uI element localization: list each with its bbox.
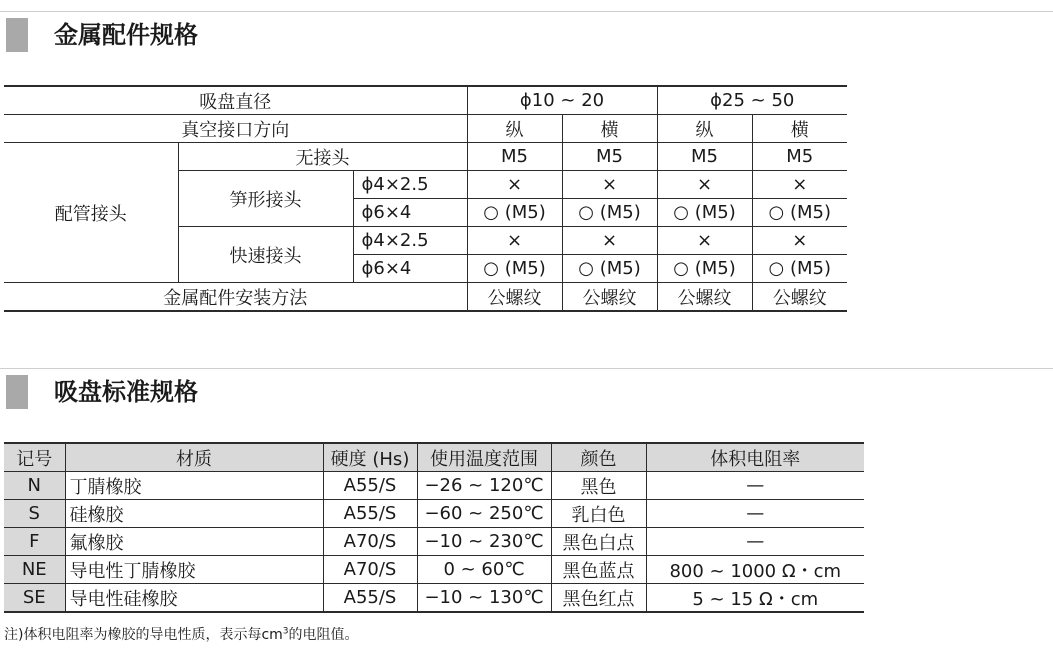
cup-spec-table	[4, 442, 864, 613]
tube-size: ϕ4×2.5	[353, 171, 467, 199]
resistivity-cell: 800 ~ 1000 Ω・cm	[646, 556, 864, 584]
resistivity-cell: —	[646, 528, 864, 556]
tube-size: ϕ6×4	[353, 199, 467, 227]
barb-fitting-label: 笋形接头	[178, 171, 353, 227]
table-cell: ×	[467, 227, 562, 255]
resistivity-cell: —	[646, 472, 864, 500]
direction-vertical: 纵	[467, 115, 562, 143]
table-cell: ○ (M5)	[657, 199, 752, 227]
material-cell: 导电性硅橡胶	[65, 584, 323, 613]
hardness-cell: A55/S	[323, 472, 417, 500]
temperature-cell: −60 ~ 250℃	[417, 500, 551, 528]
color-cell: 黑色白点	[551, 528, 646, 556]
column-header: 硬度 (Hs)	[323, 443, 417, 472]
code-cell: N	[4, 472, 65, 500]
table-cell: 公螺纹	[657, 283, 752, 312]
column-header: 材质	[65, 443, 323, 472]
mount-method-label: 金属配件安装方法	[4, 283, 467, 312]
table-row	[4, 584, 864, 613]
section-marker	[6, 375, 28, 409]
table-cell: ○ (M5)	[562, 255, 657, 283]
table-cell: ○ (M5)	[752, 199, 847, 227]
code-cell: SE	[4, 584, 65, 613]
color-cell: 乳白色	[551, 500, 646, 528]
code-cell: S	[4, 500, 65, 528]
footnote-text: 注)体积电阻率为橡胶的导电性质，表示每cm	[4, 627, 283, 643]
table-cell: M5	[752, 143, 847, 171]
table-row	[4, 115, 847, 143]
hardness-cell: A70/S	[323, 556, 417, 584]
material-cell: 导电性丁腈橡胶	[65, 556, 323, 584]
table-row	[4, 500, 864, 528]
footnote-text-end: 的电阻值。	[288, 627, 359, 643]
table-cell: M5	[657, 143, 752, 171]
top-divider	[0, 11, 1053, 12]
table-cell: ×	[562, 171, 657, 199]
table-row	[4, 143, 847, 171]
temperature-cell: −10 ~ 130℃	[417, 584, 551, 613]
table-header-row	[4, 443, 864, 472]
direction-horizontal: 横	[752, 115, 847, 143]
temperature-cell: −10 ~ 230℃	[417, 528, 551, 556]
direction-vertical: 纵	[657, 115, 752, 143]
tube-size: ϕ4×2.5	[353, 227, 467, 255]
section-marker	[6, 18, 28, 52]
footnote-superscript: 3	[282, 626, 289, 637]
temperature-cell: −26 ~ 120℃	[417, 472, 551, 500]
pipe-fitting-group-label: 配管接头	[4, 143, 178, 283]
table-row	[4, 556, 864, 584]
no-fitting-label: 无接头	[178, 143, 467, 171]
diameter-label: 吸盘直径	[4, 86, 467, 115]
table-cell: ×	[467, 171, 562, 199]
table-cell: 公螺纹	[562, 283, 657, 312]
table-cell: M5	[467, 143, 562, 171]
table-row	[4, 283, 847, 312]
color-cell: 黑色	[551, 472, 646, 500]
resistivity-footnote	[4, 624, 359, 644]
material-cell: 丁腈橡胶	[65, 472, 323, 500]
table-cell: ×	[657, 227, 752, 255]
table-cell: 公螺纹	[467, 283, 562, 312]
diameter-range-1: ϕ10 ~ 20	[467, 86, 657, 115]
code-cell: F	[4, 528, 65, 556]
table-row	[4, 86, 847, 115]
table-cell: ×	[657, 171, 752, 199]
table-cell: ×	[752, 171, 847, 199]
table-cell: ○ (M5)	[752, 255, 847, 283]
table-cell: ○ (M5)	[562, 199, 657, 227]
code-cell: NE	[4, 556, 65, 584]
table-cell: ○ (M5)	[657, 255, 752, 283]
quick-fitting-label: 快速接头	[178, 227, 353, 283]
hardness-cell: A55/S	[323, 500, 417, 528]
column-header: 体积电阻率	[646, 443, 864, 472]
table-cell: ×	[752, 227, 847, 255]
table-row	[4, 472, 864, 500]
column-header: 使用温度范围	[417, 443, 551, 472]
column-header: 颜色	[551, 443, 646, 472]
resistivity-cell: —	[646, 500, 864, 528]
color-cell: 黑色蓝点	[551, 556, 646, 584]
table-cell: M5	[562, 143, 657, 171]
color-cell: 黑色红点	[551, 584, 646, 613]
table-cell: ○ (M5)	[467, 199, 562, 227]
diameter-range-2: ϕ25 ~ 50	[657, 86, 847, 115]
port-direction-label: 真空接口方向	[4, 115, 467, 143]
material-cell: 氟橡胶	[65, 528, 323, 556]
table-row	[4, 528, 864, 556]
table-cell: ×	[562, 227, 657, 255]
table-cell: ○ (M5)	[467, 255, 562, 283]
tube-size: ϕ6×4	[353, 255, 467, 283]
section-divider	[0, 368, 1053, 369]
hardness-cell: A55/S	[323, 584, 417, 613]
resistivity-cell: 5 ~ 15 Ω・cm	[646, 584, 864, 613]
temperature-cell: 0 ~ 60℃	[417, 556, 551, 584]
section-title: 金属配件规格	[54, 21, 198, 49]
direction-horizontal: 横	[562, 115, 657, 143]
hardness-cell: A70/S	[323, 528, 417, 556]
column-header: 记号	[4, 443, 65, 472]
material-cell: 硅橡胶	[65, 500, 323, 528]
table-cell: 公螺纹	[752, 283, 847, 312]
fittings-spec-table	[4, 85, 847, 312]
section-title: 吸盘标准规格	[54, 378, 198, 406]
